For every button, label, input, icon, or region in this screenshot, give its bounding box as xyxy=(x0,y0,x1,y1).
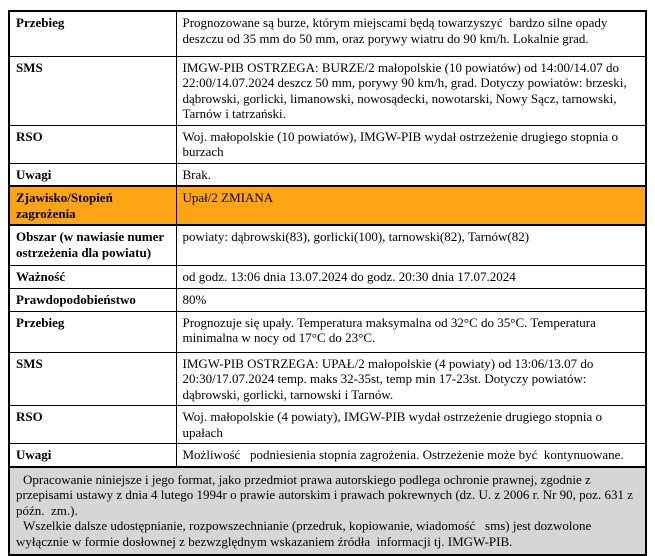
row-label: Przebieg xyxy=(9,11,176,56)
row-label: RSO xyxy=(9,125,176,163)
row-label: SMS xyxy=(9,352,176,406)
row-value: Upał/2 ZMIANA xyxy=(176,186,646,225)
row-value: 80% xyxy=(176,288,646,311)
row-value: IMGW-PIB OSTRZEGA: BURZE/2 małopolskie (10 powiatów) od 14:00/14.07 do 22:00/14.07.2024 deszcz 50 mm, porywy 90 km/h, grad. Dotyczy powiatów: brzeski, dąbrowski, gorlicki, limanowski, nowosądecki, nowotarski, Nowy Sącz, tarnowski, Tarnów i tatrzański. xyxy=(176,56,646,125)
row-przebieg-burze xyxy=(9,11,646,56)
row-label: Prawdopodobieństwo xyxy=(9,288,176,311)
row-value: IMGW-PIB OSTRZEGA: UPAŁ/2 małopolskie (4 powiaty) od 13:06/13.07 do 20:30/17.07.2024 temp. maks 32-35st, temp min 17-23st. Dotyczy powiatów: dąbrowski, gorlicki, tarnowski i Tarnów. xyxy=(176,352,646,406)
row-zjawisko-stopien-zagrozenia xyxy=(9,186,646,225)
row-label: SMS xyxy=(9,56,176,125)
copyright-footer-row xyxy=(9,467,646,556)
row-value: Możliwość podniesienia stopnia zagrożenia. Ostrzeżenie może być kontynuowane. xyxy=(176,444,646,467)
row-label: Uwagi xyxy=(9,444,176,467)
copyright-footer xyxy=(9,467,646,556)
copyright-paragraph-1: Opracowanie niniejsze i jego format, jako przedmiot prawa autorskiego podlega ochronie prawnej, zgodnie z przepisami ustawy z dnia 4 lutego 1994r o prawie autorskim i prawach pokrewnych (dz. U. z 2006 r. Nr 90, poz. 631 z późn. zm.). xyxy=(16,471,637,518)
row-uwagi-upal xyxy=(9,444,646,467)
row-prawdopodobienstwo xyxy=(9,288,646,311)
row-value: Brak. xyxy=(176,163,646,186)
row-value: od godz. 13:06 dnia 13.07.2024 do godz. 20:30 dnia 17.07.2024 xyxy=(176,265,646,288)
row-value: Prognozuje się upały. Temperatura maksymalna od 32°C do 35°C. Temperatura minimalna w nocy od 17°C do 23°C. xyxy=(176,311,646,352)
row-uwagi-burze xyxy=(9,163,646,186)
row-rso-burze xyxy=(9,125,646,163)
row-label: RSO xyxy=(9,406,176,444)
row-sms-burze xyxy=(9,56,646,125)
row-sms-upal xyxy=(9,352,646,406)
row-value: Woj. małopolskie (10 powiatów), IMGW-PIB wydał ostrzeżenie drugiego stopnia o burzach xyxy=(176,125,646,163)
row-przebieg-upal xyxy=(9,311,646,352)
row-value: powiaty: dąbrowski(83), gorlicki(100), tarnowski(82), Tarnów(82) xyxy=(176,225,646,265)
row-label: Uwagi xyxy=(9,163,176,186)
meteo-warning-table xyxy=(8,10,647,556)
row-rso-upal xyxy=(9,406,646,444)
row-obszar xyxy=(9,225,646,265)
row-label: Zjawisko/Stopień zagrożenia xyxy=(9,186,176,225)
row-value: Prognozowane są burze, którym miejscami będą towarzyszyć bardzo silne opady deszczu od 35 mm do 50 mm, oraz porywy wiatru do 90 km/h. Lokalnie grad. xyxy=(176,11,646,56)
row-label: Przebieg xyxy=(9,311,176,352)
row-label: Ważność xyxy=(9,265,176,288)
row-label: Obszar (w nawiasie numer ostrzeżenia dla powiatu) xyxy=(9,225,176,265)
copyright-paragraph-2: Wszelkie dalsze udostępnianie, rozpowszechnianie (przedruk, kopiowanie, wiadomość sms) jest dozwolone wyłącznie w formie dosłownej z bezwzględnym wskazaniem źródła informacji tj. IMGW-PIB. xyxy=(16,518,595,549)
row-value: Woj. małopolskie (4 powiaty), IMGW-PIB wydał ostrzeżenie drugiego stopnia o upałach xyxy=(176,406,646,444)
row-waznosc xyxy=(9,265,646,288)
